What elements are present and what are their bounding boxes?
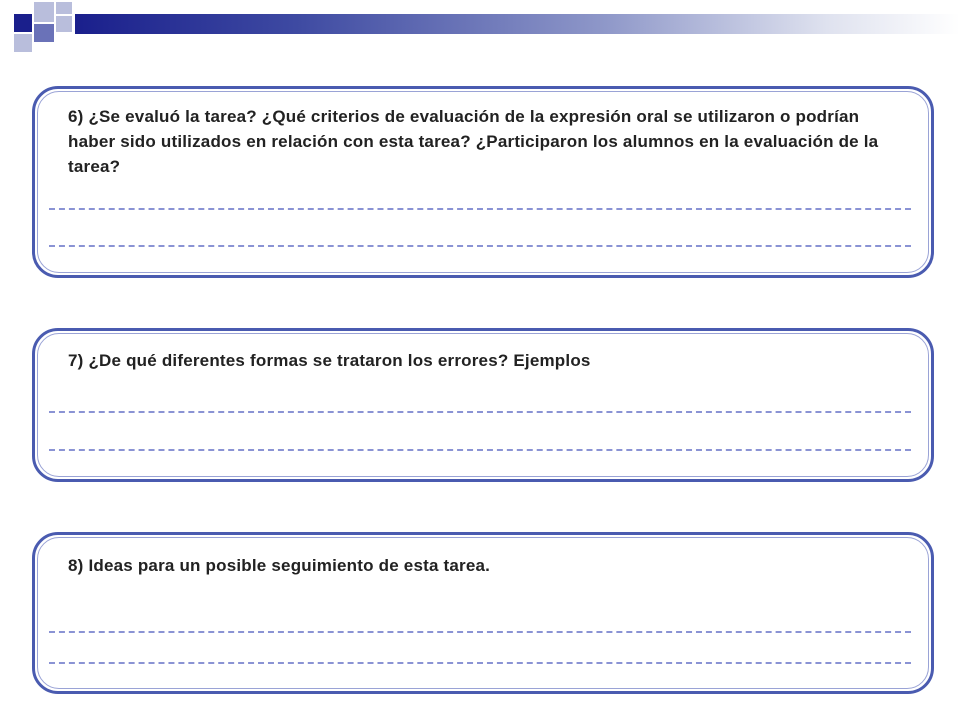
- answer-line[interactable]: [49, 245, 911, 247]
- header-square-mid: [34, 24, 54, 42]
- header-square-light: [34, 2, 54, 22]
- answer-line[interactable]: [49, 662, 911, 664]
- question-box-8: [32, 532, 934, 694]
- answer-line[interactable]: [49, 411, 911, 413]
- header-square-light: [14, 34, 32, 52]
- header-square-light: [56, 2, 72, 14]
- header-square-light: [56, 16, 72, 32]
- answer-line[interactable]: [49, 631, 911, 633]
- question-box-7: [32, 328, 934, 482]
- question-7-text: 7) ¿De qué diferentes formas se trataron los errores? Ejemplos: [68, 351, 591, 370]
- answer-line[interactable]: [49, 208, 911, 210]
- question-6-text: 6) ¿Se evaluó la tarea? ¿Qué criterios de evaluación de la expresión oral se utilizaron o podrían haber sido utilizados en relación con esta tarea? ¿Participaron los alumnos en la evaluación de la tarea?: [68, 107, 879, 176]
- header-gradient-bar: [75, 14, 960, 34]
- answer-line[interactable]: [49, 449, 911, 451]
- question-box-6: [32, 86, 934, 278]
- question-8-text: 8) Ideas para un posible seguimiento de esta tarea.: [68, 556, 491, 575]
- header-square-navy: [14, 14, 32, 32]
